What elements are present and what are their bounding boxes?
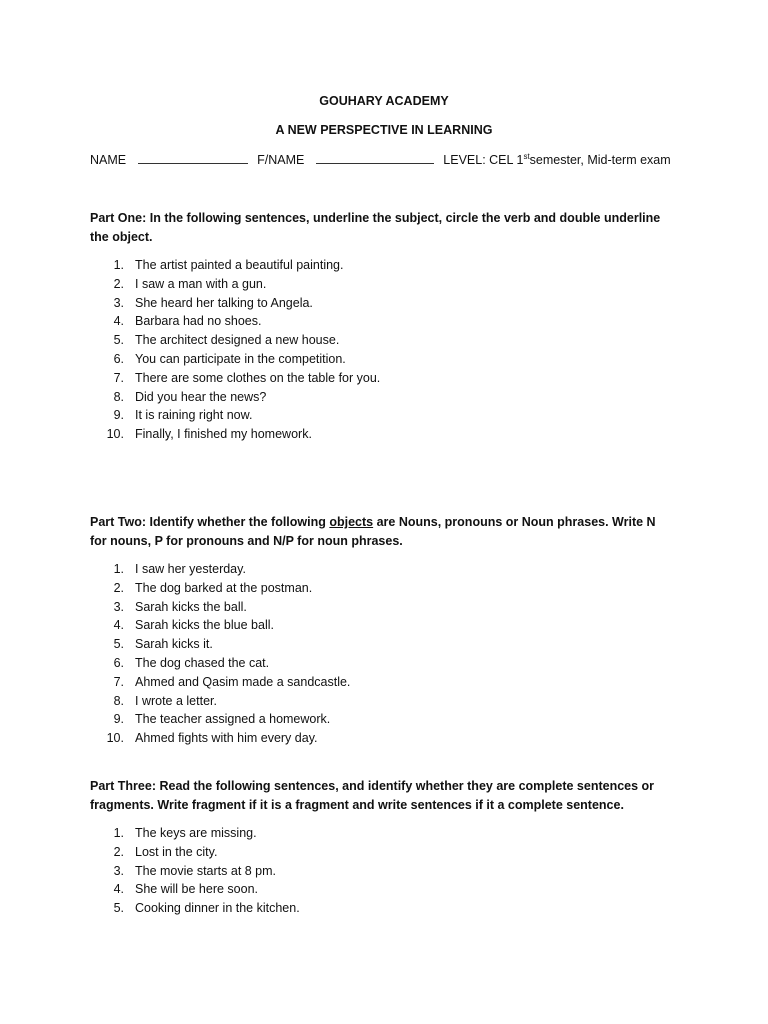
list-item — [90, 880, 670, 899]
item-text: She heard her talking to Angela. — [135, 295, 313, 310]
part-three-instructions: Part Three: Read the following sentences, and identify whether they are complete sentences or fragments. Write fragment if it is a fragment and write sentences if it a complete sentence. — [90, 779, 655, 812]
item-number: 2. — [113, 580, 124, 595]
part-one-instructions: Part One: In the following sentences, underline the subject, circle the verb and double underline the object. — [90, 211, 661, 244]
item-number: 5. — [113, 637, 124, 652]
item-text: The dog chased the cat. — [135, 655, 270, 670]
item-text: Ahmed and Qasim made a sandcastle. — [135, 674, 351, 689]
student-info-row — [90, 152, 710, 167]
item-text: Cooking dinner in the kitchen. — [135, 901, 300, 916]
item-number: 4. — [113, 882, 124, 897]
list-item — [90, 388, 670, 407]
item-text: Sarah kicks the ball. — [135, 599, 247, 614]
list-item — [90, 560, 670, 579]
item-number: 3. — [113, 599, 124, 614]
underlined-word: objects — [329, 515, 374, 529]
item-number: 3. — [113, 863, 124, 878]
fname-label: F/NAME — [257, 153, 305, 167]
list-item — [90, 899, 670, 918]
item-number: 3. — [113, 295, 124, 310]
list-item — [90, 369, 670, 388]
list-item — [90, 598, 670, 617]
item-number: 1. — [113, 258, 124, 272]
list-item — [90, 654, 670, 673]
part-two-instructions: Part Two: Identify whether the following objects are Nouns, pronouns or Noun phrases. Write N for nouns, P for pronouns and N/P for noun phrases. — [90, 515, 656, 548]
list-item — [90, 256, 670, 275]
item-number: 1. — [113, 562, 124, 576]
part-two-list — [90, 560, 670, 748]
item-text: The keys are missing. — [135, 826, 257, 840]
item-text: Ahmed fights with him every day. — [135, 731, 318, 746]
list-item — [90, 294, 670, 313]
item-number: 5. — [113, 901, 124, 916]
list-item — [90, 275, 670, 294]
list-item — [90, 843, 670, 862]
item-text: I saw a man with a gun. — [135, 276, 267, 291]
item-number: 8. — [113, 693, 124, 708]
list-item — [90, 616, 670, 635]
item-number: 10. — [106, 427, 124, 442]
list-item — [90, 862, 670, 881]
item-text: I saw her yesterday. — [135, 562, 246, 576]
list-item — [90, 331, 670, 350]
name-blank — [138, 152, 248, 164]
item-number: 1. — [113, 826, 124, 840]
item-number: 6. — [113, 655, 124, 670]
item-number: 7. — [113, 674, 124, 689]
list-item — [90, 824, 670, 843]
school-title: GOUHARY ACADEMY — [319, 94, 449, 108]
list-item — [90, 673, 670, 692]
item-text: It is raining right now. — [135, 408, 253, 423]
item-number: 2. — [113, 844, 124, 859]
list-item — [90, 350, 670, 369]
item-text: The teacher assigned a homework. — [135, 712, 331, 727]
item-number: 4. — [113, 314, 124, 329]
item-number: 5. — [113, 333, 124, 348]
item-text: She will be here soon. — [135, 882, 258, 897]
item-number: 9. — [113, 408, 124, 423]
item-text: You can participate in the competition. — [135, 351, 346, 366]
item-number: 7. — [113, 370, 124, 385]
item-number: 9. — [113, 712, 124, 727]
item-text: Sarah kicks the blue ball. — [135, 618, 274, 633]
list-item — [90, 579, 670, 598]
item-number: 6. — [113, 351, 124, 366]
item-text: There are some clothes on the table for you. — [135, 370, 381, 385]
list-item — [90, 425, 670, 444]
list-item — [90, 312, 670, 331]
item-number: 4. — [113, 618, 124, 633]
list-item — [90, 635, 670, 654]
list-item — [90, 710, 670, 729]
item-text: Lost in the city. — [135, 844, 218, 859]
part-one-list — [90, 256, 670, 444]
part-three-list — [90, 824, 670, 918]
item-text: The dog barked at the postman. — [135, 580, 313, 595]
school-motto: A NEW PERSPECTIVE IN LEARNING — [275, 123, 493, 137]
item-text: Did you hear the news? — [135, 389, 267, 404]
item-text: The movie starts at 8 pm. — [135, 863, 277, 878]
list-item — [90, 406, 670, 425]
item-text: Finally, I finished my homework. — [135, 427, 312, 442]
level-label: LEVEL: CEL 1stsemester, Mid-term exam — [443, 151, 671, 167]
item-number: 10. — [106, 731, 124, 746]
item-text: The artist painted a beautiful painting. — [135, 258, 344, 272]
name-label: NAME — [90, 153, 127, 167]
item-text: Barbara had no shoes. — [135, 314, 262, 329]
item-text: Sarah kicks it. — [135, 637, 213, 652]
list-item — [90, 692, 670, 711]
item-text: I wrote a letter. — [135, 693, 217, 708]
item-number: 8. — [113, 389, 124, 404]
item-number: 2. — [113, 276, 124, 291]
list-item — [90, 729, 670, 748]
item-text: The architect designed a new house. — [135, 333, 340, 348]
fname-blank — [316, 152, 434, 164]
